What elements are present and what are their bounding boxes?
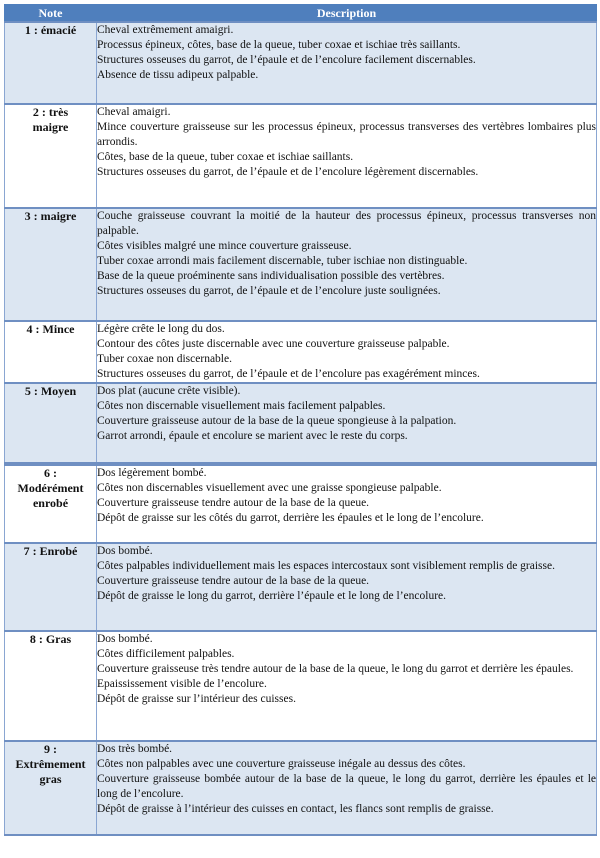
- score-row: [5, 383, 597, 463]
- description-line: Tuber coxae arrondi mais facilement discernable, tuber ischiae non distinguable.: [97, 255, 468, 267]
- description-line: Cheval amaigri.: [97, 106, 171, 118]
- score-note-line: Extrêmement: [15, 757, 86, 771]
- description-line: Couverture graisseuse autour de la base de la queue spongieuse à la palpation.: [97, 415, 457, 427]
- score-note: [5, 104, 97, 208]
- description-line: Dépôt de graisse sur les côtés du garrot, derrière les épaules et le long de l’encolure.: [97, 512, 484, 524]
- header-note: Note: [5, 5, 97, 23]
- description-line: Légère crête le long du dos.: [97, 323, 225, 335]
- description-line: Côtes non discernable visuellement mais facilement palpables.: [97, 400, 386, 412]
- score-note: [5, 208, 97, 321]
- description-line: Dépôt de graisse le long du garrot, derrière l’épaule et le long de l’encolure.: [97, 590, 447, 602]
- description-line: Garrot arrondi, épaule et encolure se marient avec le reste du corps.: [97, 430, 408, 442]
- description-line: Dos bombé.: [97, 633, 153, 645]
- description-line: Processus épineux, côtes, base de la queue, tuber coxae et ischiae très saillants.: [97, 39, 461, 51]
- description-line: Couverture graisseuse très tendre autour de la base de la queue, le long du garrot et derrière les épaules.: [97, 663, 574, 675]
- score-note: [5, 465, 97, 543]
- score-note-line: enrobé: [32, 496, 69, 510]
- description-line: Dos légèrement bombé.: [97, 467, 207, 479]
- score-note-line: 5 : Moyen: [24, 384, 77, 398]
- score-note-line: 9 :: [44, 742, 57, 756]
- rows-part-2: [5, 465, 597, 835]
- description-line: Dépôt de graisse à l’intérieur des cuisses en contact, les flancs sont remplis de graisse.: [97, 803, 494, 815]
- description-line: Dos bombé.: [97, 545, 153, 557]
- score-note-line: 3 : maigre: [24, 209, 77, 223]
- description-line: Structures osseuses du garrot, de l’épaule et de l’encolure pas exagérément minces.: [97, 368, 480, 380]
- description-line: Mince couverture graisseuse sur les processus épineux, processus transverses des vertèbres lombaires plus arrondis.: [97, 121, 596, 148]
- description-line: Couverture graisseuse tendre autour de la base de la queue.: [97, 575, 370, 587]
- score-note: [5, 741, 97, 835]
- description-line: Côtes difficilement palpables.: [97, 648, 235, 660]
- description-line: Côtes non palpables avec une couverture graisseuse inégale au dessus des côtes.: [97, 758, 466, 770]
- description-line: Tuber coxae non discernable.: [97, 353, 232, 365]
- score-note-line: 6 :: [44, 466, 57, 480]
- condition-score-table-part-1: [4, 4, 597, 464]
- score-note-line: 2 : très: [32, 105, 69, 119]
- description-line: Contour des côtes juste discernable avec une couverture graisseuse palpable.: [97, 338, 450, 350]
- score-row: [5, 321, 597, 383]
- description-line: Dépôt de graisse sur l’intérieur des cuisses.: [97, 693, 296, 705]
- description-line: Couverture graisseuse bombée autour de la base de la queue, le long du garrot, derrière les épaules et le long de l’encolure.: [97, 773, 596, 800]
- description-line: Dos plat (aucune crête visible).: [97, 385, 241, 397]
- score-description: [97, 22, 597, 104]
- score-note-line: 4 : Mince: [26, 322, 75, 336]
- score-description: [97, 104, 597, 208]
- score-description: [97, 208, 597, 321]
- description-line: Côtes non discernables visuellement avec une graisse spongieuse palpable.: [97, 482, 442, 494]
- score-description: [97, 543, 597, 631]
- header-description: Description: [97, 5, 597, 23]
- description-line: Absence de tissu adipeux palpable.: [97, 69, 259, 81]
- description-line: Côtes palpables individuellement mais les espaces intercostaux sont visiblement remplis de graisse.: [97, 560, 555, 572]
- table-header: [5, 5, 597, 23]
- score-note-line: Modérément: [17, 481, 84, 495]
- description-line: Côtes, base de la queue, tuber coxae et ischiae saillants.: [97, 151, 354, 163]
- score-note-line: 8 : Gras: [29, 632, 72, 646]
- description-line: Cheval extrêmement amaigri.: [97, 24, 234, 36]
- score-note: [5, 631, 97, 741]
- score-row: [5, 631, 597, 741]
- score-row: [5, 104, 597, 208]
- score-description: [97, 321, 597, 383]
- score-note-line: 7 : Enrobé: [23, 544, 78, 558]
- score-row: [5, 741, 597, 835]
- score-row: [5, 465, 597, 543]
- description-line: Structures osseuses du garrot, de l’épaule et de l’encolure facilement discernables.: [97, 54, 476, 66]
- description-line: Structures osseuses du garrot, de l’épaule et de l’encolure juste soulignées.: [97, 285, 441, 297]
- score-description: [97, 631, 597, 741]
- score-description: [97, 741, 597, 835]
- score-note-line: 1 : émacié: [24, 23, 77, 37]
- score-description: [97, 465, 597, 543]
- description-line: Dos très bombé.: [97, 743, 173, 755]
- condition-score-table-part-2: [4, 464, 597, 836]
- score-note-line: gras: [39, 772, 62, 786]
- score-note: [5, 321, 97, 383]
- description-line: Couche graisseuse couvrant la moitié de la hauteur des processus épineux, processus transverses non palpable.: [97, 210, 596, 237]
- score-note-line: maigre: [32, 120, 69, 134]
- score-note: [5, 543, 97, 631]
- score-row: [5, 22, 597, 104]
- description-line: Côtes visibles malgré une mince couverture graisseuse.: [97, 240, 352, 252]
- score-note: [5, 383, 97, 463]
- score-row: [5, 543, 597, 631]
- description-line: Epaississement visible de l’encolure.: [97, 678, 267, 690]
- description-line: Base de la queue proéminente sans individualisation possible des vertèbres.: [97, 270, 445, 282]
- score-description: [97, 383, 597, 463]
- score-row: [5, 208, 597, 321]
- score-note: [5, 22, 97, 104]
- description-line: Structures osseuses du garrot, de l’épaule et de l’encolure légèrement discernables.: [97, 166, 479, 178]
- description-line: Couverture graisseuse tendre autour de la base de la queue.: [97, 497, 370, 509]
